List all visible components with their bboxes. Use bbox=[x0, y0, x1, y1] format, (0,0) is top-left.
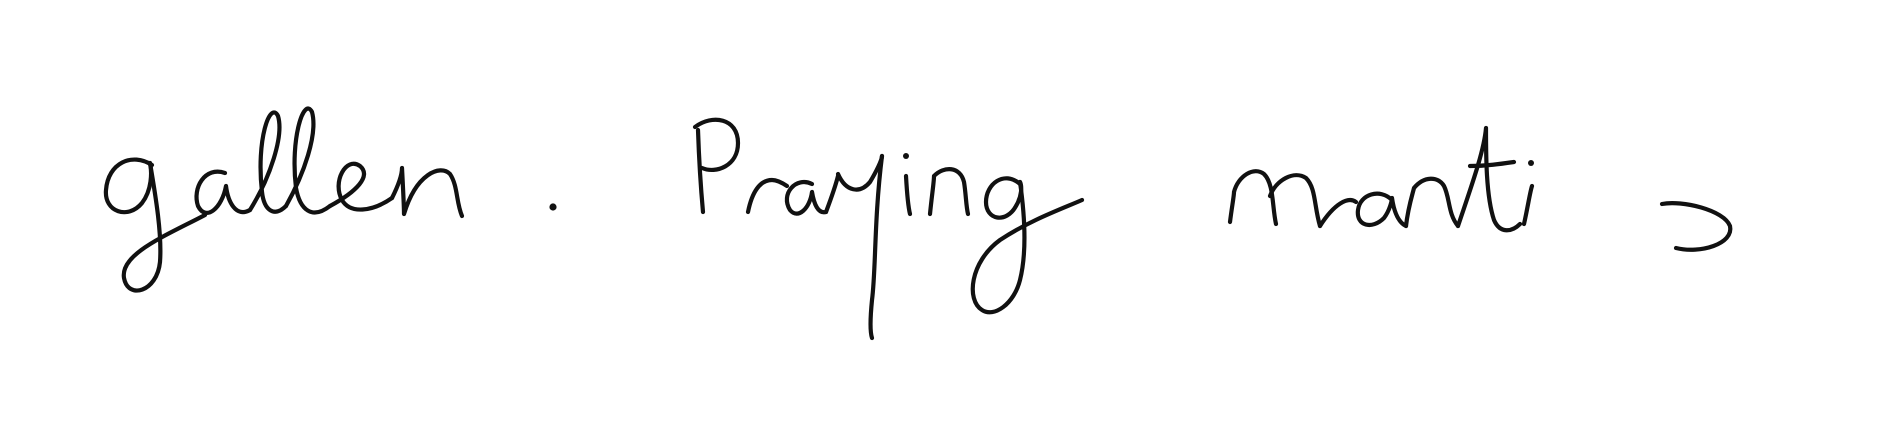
handwritten-word-mantis bbox=[1230, 128, 1730, 250]
handwritten-word-praying bbox=[695, 120, 1082, 338]
handwritten-word-gallen bbox=[106, 109, 557, 291]
